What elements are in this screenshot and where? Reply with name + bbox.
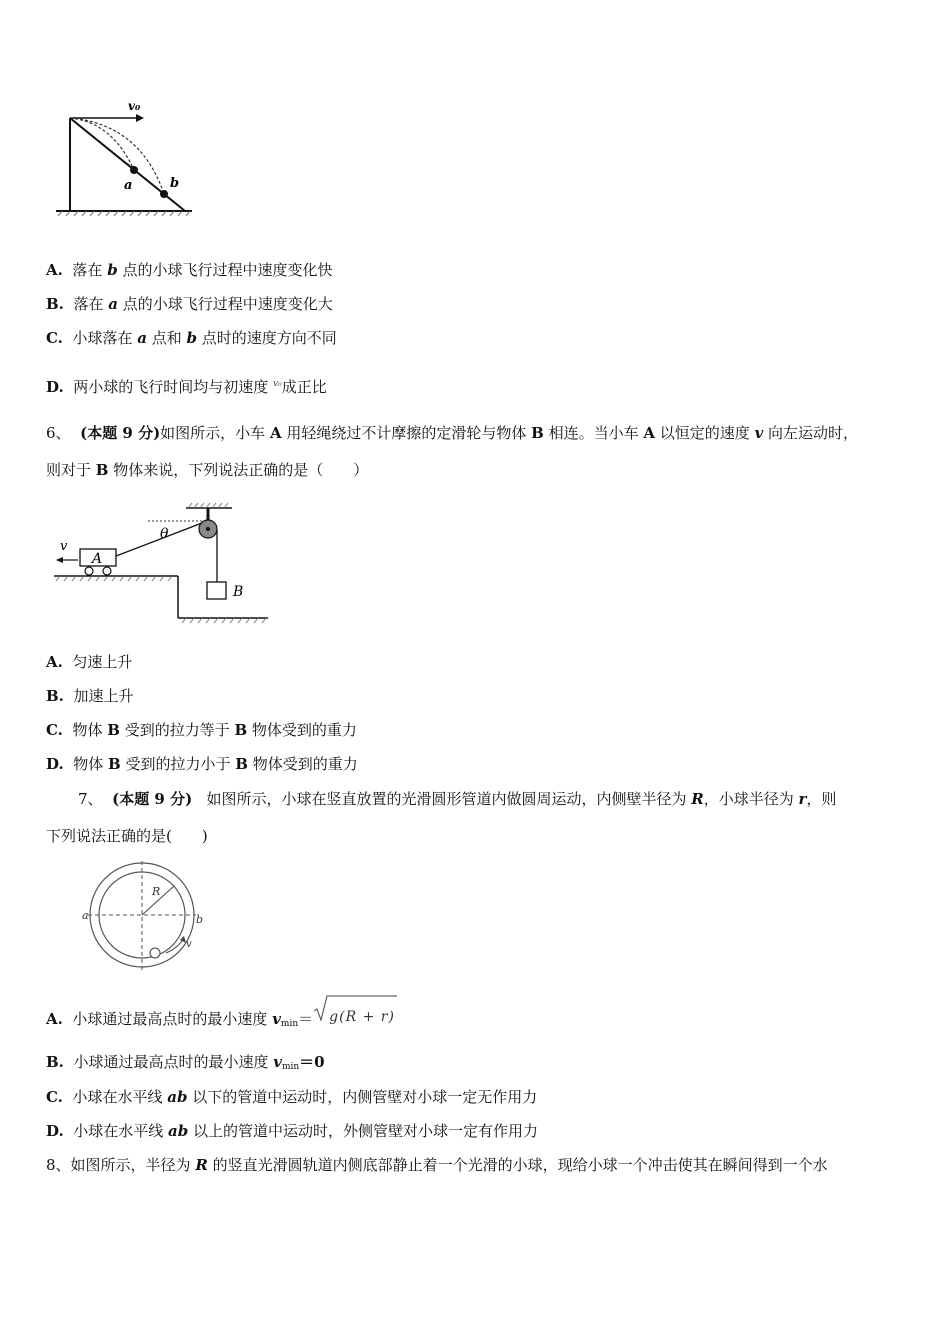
q7-stem-line2: 下列说法正确的是( ) <box>46 827 208 845</box>
label-a: a <box>124 178 133 193</box>
q7-option-a: A. 小球通过最高点时的最小速度 $v_{min}=$ g(R + r) <box>46 1002 395 1039</box>
v0-label: v₀ <box>128 99 141 113</box>
q7-option-b: B. 小球通过最高点时的最小速度 $v_{min}=0$ <box>46 1053 325 1072</box>
cart-pulley-figure <box>48 498 278 628</box>
q6-option-a: A. 匀速上升 <box>46 653 133 671</box>
q6-stem-line1: 6、 (本题 9 分)如图所示，小车 A 用轻绳绕过不计摩擦的定滑轮与物体 B 相连。当小车 A 以恒定的速度 v 向左运动时， <box>46 424 859 442</box>
q5-option-d: D. 两小球的飞行时间均与初速度 $^{v_0}$成正比 <box>46 378 327 396</box>
circular-tube-figure <box>80 856 210 976</box>
ball-a <box>130 166 138 174</box>
q5-option-b: B. 落在 a 点的小球飞行过程中速度变化大 <box>46 295 333 313</box>
theta-label: θ <box>160 526 169 542</box>
q6-option-c: C. 物体 B 受到的拉力等于 B 物体受到的重力 <box>46 721 357 739</box>
q5-option-a: A. 落在 b 点的小球飞行过程中速度变化快 <box>46 261 333 279</box>
b-label: b <box>196 913 204 926</box>
R-label: R <box>152 885 161 898</box>
q6-option-b: B. 加速上升 <box>46 687 134 705</box>
q6-option-d: D. 物体 B 受到的拉力小于 B 物体受到的重力 <box>46 755 358 773</box>
label-b: b <box>170 176 180 191</box>
label-B: B <box>233 584 244 600</box>
ball-b <box>160 190 168 198</box>
label-A: A <box>92 551 103 567</box>
q5-option-c: C. 小球落在 a 点和 b 点时的速度方向不同 <box>46 329 337 347</box>
q7-stem-line1: 7、 (本题 9 分) 如图所示，小球在竖直放置的光滑圆形管道内做圆周运动，内侧壁半径为 R，小球半径为 r，则 <box>78 790 837 808</box>
sqrt-formula: g(R + r) <box>313 1002 395 1032</box>
q8-stem-line1: 8、如图所示，半径为 R 的竖直光滑圆轨道内侧底部静止着一个光滑的小球，现给小球一个冲击使其在瞬间得到一个水 <box>46 1156 828 1174</box>
v-label: v <box>60 539 68 554</box>
q7-option-d: D. 小球在水平线 ab 以上的管道中运动时，外侧管壁对小球一定有作用力 <box>46 1122 539 1140</box>
a-label: a <box>82 909 89 922</box>
q6-stem-line2: 则对于 B 物体来说，下列说法正确的是（ ） <box>46 461 369 479</box>
block-b <box>207 582 226 599</box>
v-label: v <box>186 939 192 950</box>
q7-option-c: C. 小球在水平线 ab 以下的管道中运动时，内侧管壁对小球一定无作用力 <box>46 1088 538 1106</box>
projectile-slope-figure <box>52 98 197 220</box>
